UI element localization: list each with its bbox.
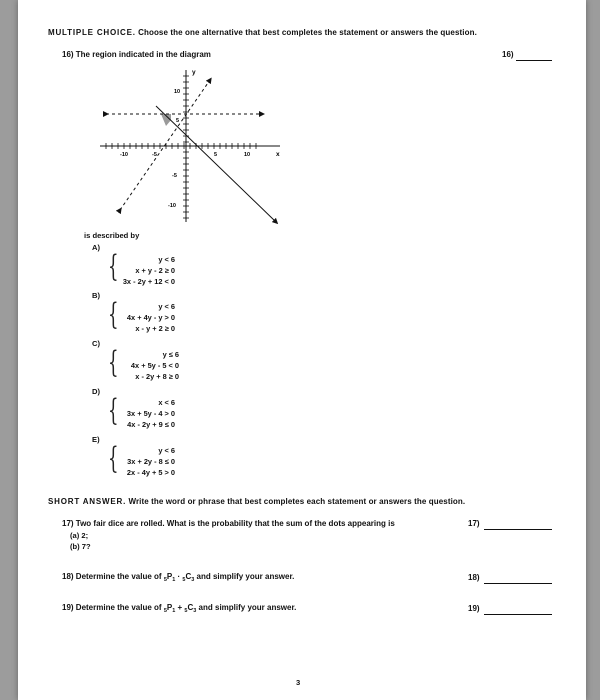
q19-c-letter: C [187, 603, 194, 612]
q17-answer-blank[interactable] [484, 529, 552, 530]
option-c-line-3: x - 2y + 8 ≥ 0 [135, 372, 179, 381]
q19-p-pre: 5 [163, 608, 167, 614]
option-c-line-2: 4x + 5y - 5 < 0 [130, 361, 179, 370]
sa-header-title: SHORT ANSWER. [48, 497, 127, 506]
option-b-letter[interactable]: B) [92, 291, 101, 300]
q18-answer-blank[interactable] [484, 583, 552, 584]
q16-after-diagram: is described by [84, 231, 140, 240]
q18-suffix: and simplify your answer. [194, 572, 295, 581]
q19-text [62, 603, 296, 614]
option-e-line-2: 3x + 2y - 8 ≤ 0 [127, 457, 175, 466]
sa-header [48, 497, 465, 506]
document-page [18, 0, 586, 700]
mc-header [48, 28, 477, 37]
y-tick-10: 10 [174, 89, 181, 95]
q19-prefix: 19) Determine the value of [62, 603, 162, 612]
option-d-system [115, 397, 175, 430]
mc-header-instructions: Choose the one alternative that best completes the statement or answers the question. [138, 28, 477, 37]
y-tick-neg10: -10 [168, 203, 176, 209]
q16-answer-blank[interactable] [516, 60, 552, 61]
q19-c-sub: 3 [193, 608, 197, 614]
q19-p-sub: 1 [172, 608, 176, 614]
option-e-brace: { [108, 441, 119, 476]
option-c-line-1: y ≤ 6 [162, 350, 179, 359]
q18-c-pre: 5 [182, 577, 186, 583]
q19-suffix: and simplify your answer. [196, 603, 297, 612]
q18-p-letter: P [166, 572, 173, 581]
option-a-line-2: x + y - 2 ≥ 0 [135, 266, 175, 275]
q16-answer-label: 16) [502, 50, 514, 59]
x-tick-neg10: -10 [120, 152, 128, 158]
q18-c-letter: C [185, 572, 192, 581]
option-d-line-1: x < 6 [158, 398, 175, 407]
q16-text: 16) The region indicated in the diagram [62, 50, 211, 59]
option-e-letter[interactable]: E) [92, 435, 100, 444]
q19-c-pre: 5 [184, 608, 188, 614]
y-axis-label: y [192, 69, 196, 76]
option-b-line-3: x - y + 2 ≥ 0 [135, 324, 175, 333]
x-tick-neg5: -5 [152, 152, 157, 158]
option-c-letter[interactable]: C) [92, 339, 101, 348]
q18-c-sub: 3 [191, 577, 195, 583]
option-d-letter[interactable]: D) [92, 387, 101, 396]
q17-part-b: (b) 7? [70, 542, 91, 551]
y-tick-5: 5 [176, 118, 180, 124]
option-e-line-3: 2x - 4y + 5 > 0 [126, 468, 175, 477]
q18-text [62, 572, 294, 583]
x-axis-label: x [276, 151, 280, 158]
sa-header-instructions: Write the word or phrase that best completes each statement or answers the question. [128, 497, 466, 506]
q19-p-letter: P [166, 603, 173, 612]
q16-diagram [92, 64, 292, 232]
option-c-system [115, 349, 179, 382]
x-tick-10: 10 [244, 152, 251, 158]
mc-header-title: MULTIPLE CHOICE. [48, 28, 136, 37]
x-tick-5: 5 [214, 152, 218, 158]
option-a-brace: { [108, 249, 119, 284]
option-d-line-2: 3x + 5y - 4 > 0 [126, 409, 175, 418]
option-d-line-3: 4x - 2y + 9 ≤ 0 [127, 420, 175, 429]
option-d-brace: { [108, 393, 119, 428]
y-tick-neg5: -5 [172, 173, 177, 179]
option-b-line-1: y < 6 [158, 302, 175, 311]
page-number: 3 [296, 678, 301, 687]
option-b-system [115, 301, 175, 334]
q18-prefix: 18) Determine the value of [62, 572, 162, 581]
q19-answer-blank[interactable] [484, 614, 552, 615]
option-a-line-3: 3x - 2y + 12 < 0 [122, 277, 175, 286]
option-e-system [115, 445, 175, 478]
q18-operator: · [175, 572, 183, 581]
q18-answer-label: 18) [468, 573, 480, 582]
q18-p-pre: 5 [163, 577, 167, 583]
q17-answer-label: 17) [468, 519, 480, 528]
option-e-line-1: y < 6 [158, 446, 175, 455]
option-a-system [115, 254, 175, 287]
option-a-line-1: y < 6 [158, 255, 175, 264]
q17-part-a: (a) 2; [70, 531, 89, 540]
option-b-line-2: 4x + 4y - y > 0 [126, 313, 175, 322]
option-c-brace: { [108, 345, 119, 380]
q19-operator: + [175, 603, 185, 612]
q19-answer-label: 19) [468, 604, 480, 613]
q17-text: 17) Two fair dice are rolled. What is the probability that the sum of the dots appearing is [62, 519, 395, 528]
option-b-brace: { [108, 297, 119, 332]
option-a-letter[interactable]: A) [92, 243, 101, 252]
q18-p-sub: 1 [172, 577, 176, 583]
